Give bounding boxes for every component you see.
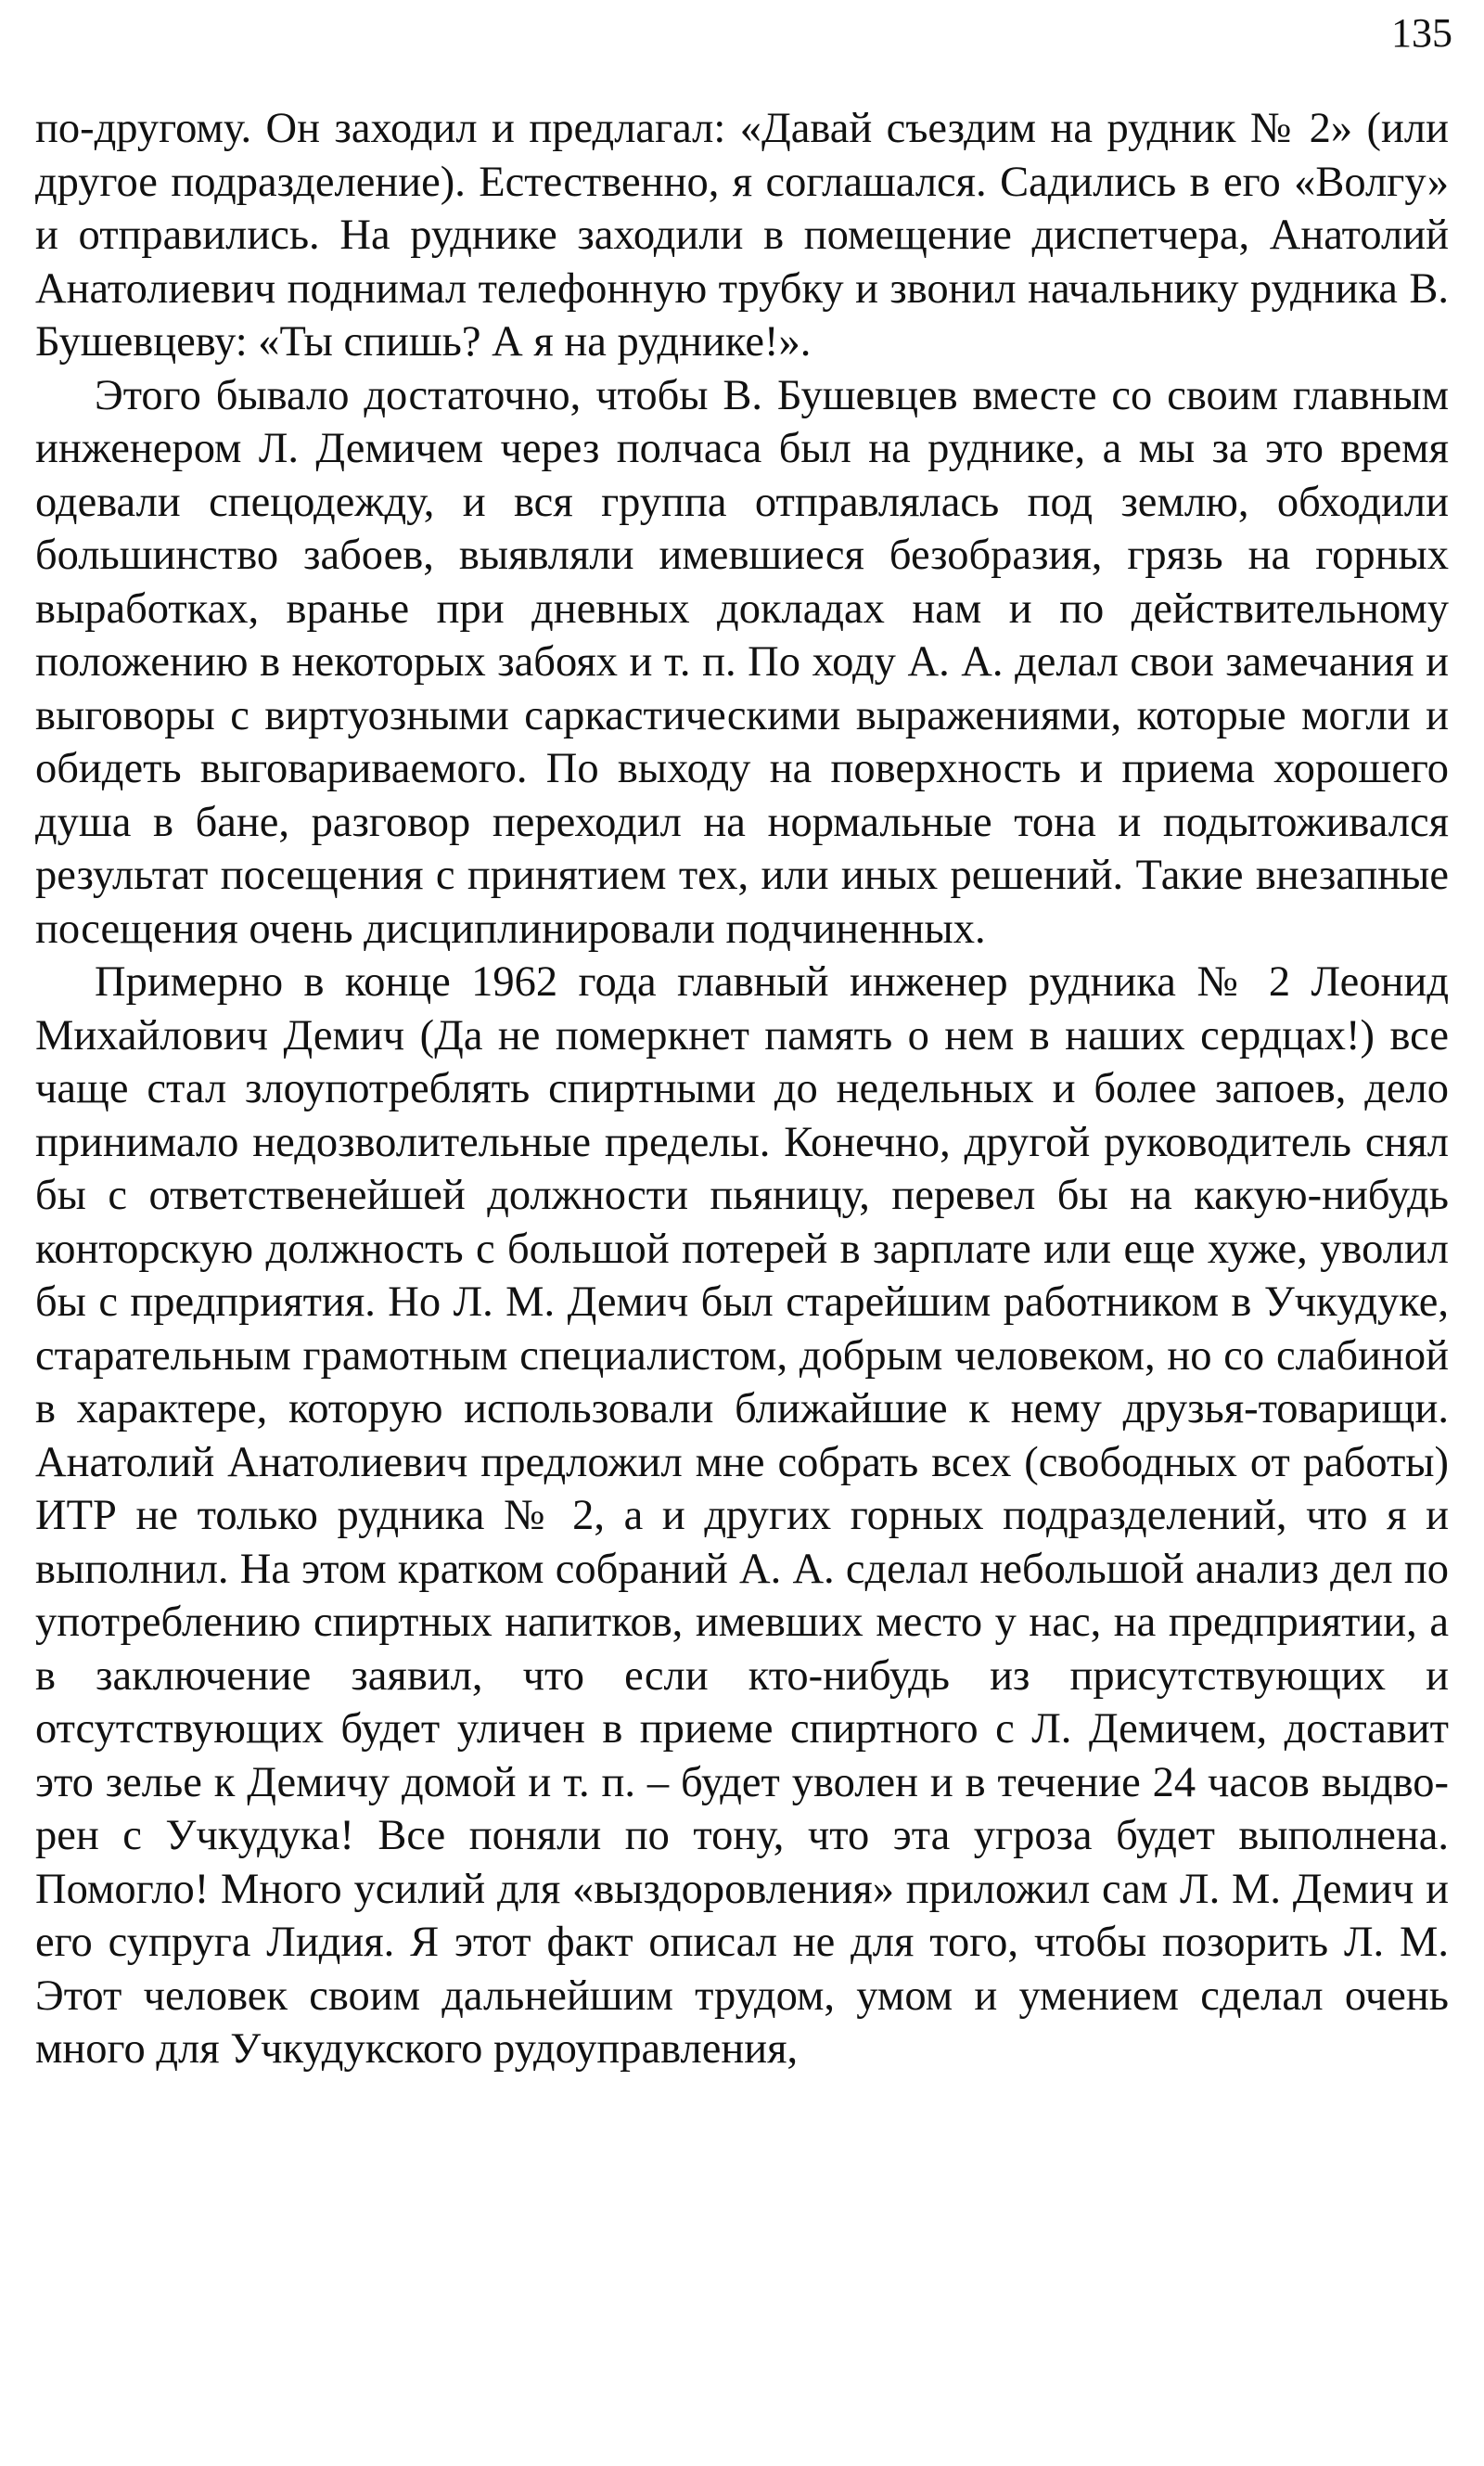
paragraph-mine-visit: Этого бывало достаточно, чтобы В. Бушевцев вместе со своим главным инженером Л. Демичем через полчаса был на руднике, а мы за это время одевали спецодежду, и вся группа отправлялась под землю, обходили большинство забоев, выявляли имевшиеся безобразия, грязь на горных выработках, вранье при дневных докладах нам и по действительному положению в некоторых забоях и т. п. По ходу А. А. делал свои замечания и выговоры с виртуозными саркастическими выражениями, которые могли и обидеть выговариваемого. По выходу на поверхность и приема хорошего душа в бане, разговор переходил на нормальные тона и подытоживался результат посещения с принятием тех, или иных решений. Такие внезапные посещения очень дисциплинировали подчиненных. (35, 371, 1449, 953)
paragraph-demich: Примерно в конце 1962 года главный инженер рудника № 2 Леонид Михайлович Демич (Да не померкнет память о нем в наших сердцах!) все чаще стал злоупотреблять спиртными до недельных и более запоев, дело принимало недозволительные пределы. Конечно, другой руководитель снял бы с ответственейшей должности пьяницу, перевел бы на какую-нибудь конторскую должность с большой потерей в зарплате или еще хуже, уволил бы с предприятия. Но Л. М. Демич был старейшим работником в Учкудуке, старательным грамотным специалистом, добрым человеком, но со слабиной в характере, которую использовали ближайшие к нему друзья-товарищи. Анатолий Анатолиевич предложил мне собрать всех (свободных от работы) ИТР не только рудника № 2, а и других горных подразделений, что я и выполнил. На этом кратком собраний А. А. сделал небольшой анализ дел по употреблению спиртных напитков, имевших место у нас, на предприятии, а в заключение заявил, что если кто-нибудь из присутствующих и отсутствующих будет уличен в приеме спиртного с Л. Демичем, доставит это зелье к Демичу домой и т. п. – будет уволен и в течение 24 часов выдворен с Учкудука! Все поняли по тону, что эта угроза будет выполнена. Помогло! Много усилий для «выздоровления» приложил сам Л. М. Демич и его супруга Лидия. Я этот факт описал не для того, чтобы позорить Л. М. Этот человек своим дальнейшим трудом, умом и умением сделал очень много для Учкудукского рудоуправления, (35, 958, 1449, 2073)
paragraph-continuation: по-другому. Он заходил и предлагал: «Давай съездим на рудник № 2» (или другое подразделение). Естественно, я соглашался. Садились в его «Волгу» и отправились. На руднике заходили в помещение диспетчера, Анатолий Анатолиевич поднимал телефонную трубку и звонил начальнику рудника В. Бушевцеву: «Ты спишь? А я на руднике!». (35, 105, 1449, 366)
page-number: 135 (1391, 10, 1452, 56)
body-text (35, 102, 1449, 2076)
